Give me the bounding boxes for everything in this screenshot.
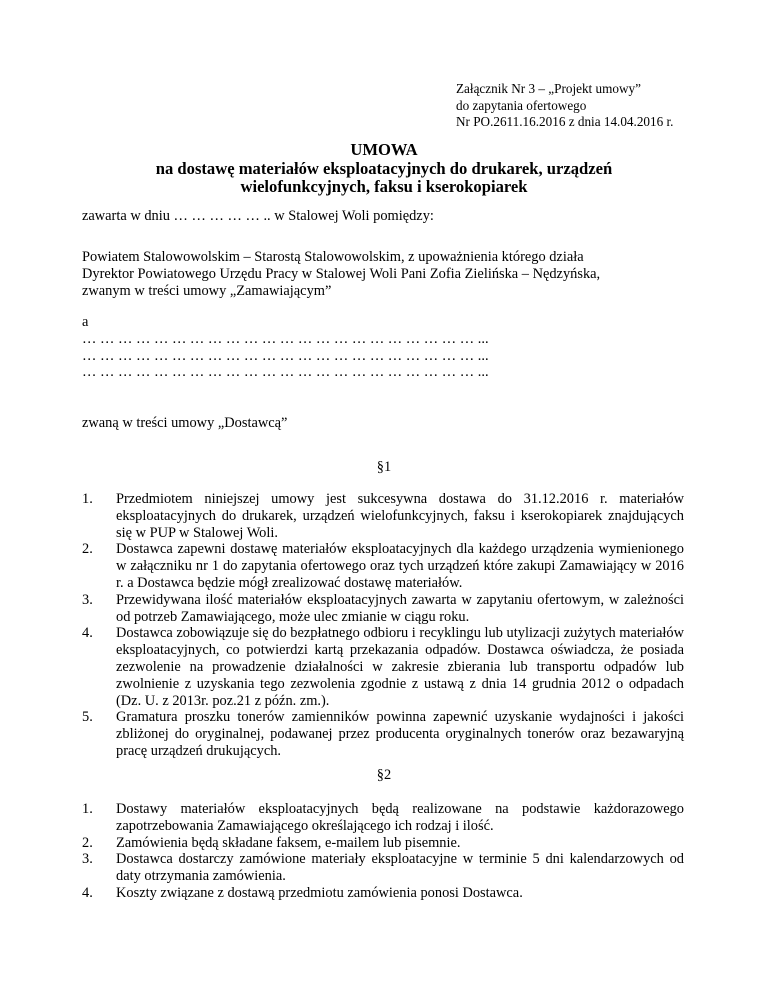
party1-line-3: zwanym w treści umowy „Zamawiającym” bbox=[82, 282, 332, 299]
attachment-subtitle: do zapytania ofertowego bbox=[456, 97, 587, 113]
item-number: 4. bbox=[82, 884, 93, 901]
party2-label-paragraph bbox=[82, 415, 684, 432]
list-item bbox=[82, 592, 684, 626]
item-text: Zamówienia będą składane faksem, e-mailem lub pisemnie. bbox=[116, 834, 461, 851]
party1-paragraph bbox=[82, 249, 684, 299]
item-number: 1. bbox=[82, 491, 93, 507]
list-item bbox=[82, 709, 684, 759]
item-text: Dostawy materiałów eksploatacyjnych będą realizowane na podstawie każdorazowego zapotrzebowania Zamawiającego określającego ich rodzaj i ilość. bbox=[116, 801, 684, 834]
list-item bbox=[82, 491, 684, 541]
list-item bbox=[82, 625, 684, 709]
document-title bbox=[0, 141, 768, 197]
party1-line-1: Powiatem Stalowowolskim – Starostą Stalowowolskim, z upoważnienia którego działa bbox=[82, 249, 584, 265]
item-text: Gramatura proszku tonerów zamienników powinna zapewnić uzyskanie wydajności i jakości zbliżonej do oryginalnej, podawanej przez producenta oryginalnych tonerów oraz bezawaryjną pracę urządzeń drukujących. bbox=[116, 709, 684, 759]
item-text: Koszty związane z dostawą przedmiotu zamówienia ponosi Dostawca. bbox=[116, 884, 523, 901]
list-item bbox=[82, 885, 684, 902]
section-1-heading: §1 bbox=[376, 459, 392, 475]
conjunction: a bbox=[82, 314, 89, 330]
party2-placeholder-1: … … … … … … … … … … … … … … … … … … … … … … ... bbox=[82, 330, 489, 347]
item-number: 5. bbox=[82, 709, 93, 726]
item-number: 3. bbox=[82, 591, 93, 608]
list-item bbox=[82, 835, 684, 852]
section-1-list bbox=[82, 491, 684, 760]
party2-placeholder-3: … … … … … … … … … … … … … … … … … … … … … … ... bbox=[82, 364, 489, 381]
item-text: Przedmiotem niniejszej umowy jest sukcesywna dostawa do 31.12.2016 r. materiałów eksploatacyjnych do drukarek, urządzeń wielofunkcyjnych, faksu i kserokopiarek znajdujących się w PUP w Stalowej Woli. bbox=[116, 491, 684, 541]
list-item bbox=[82, 851, 684, 885]
title-line-3: wielofunkcyjnych, faksu i kserokopiarek bbox=[240, 177, 528, 196]
section-2-heading: §2 bbox=[376, 767, 392, 783]
party2-paragraph bbox=[82, 314, 684, 381]
item-text: Dostawca zapewni dostawę materiałów eksploatacyjnych dla każdego urządzenia wymienionego w załączniku nr 1 do zapytania ofertowego oraz tych urządzeń które zakupi Zamawiający w 2016 r. a Dostawca będzie mógł zrealizować dostawę materiałów. bbox=[116, 541, 684, 591]
attachment-reference: Nr PO.2611.16.2016 z dnia 14.04.2016 r. bbox=[456, 114, 674, 130]
party2-placeholder-2: … … … … … … … … … … … … … … … … … … … … … … ... bbox=[82, 347, 489, 364]
item-number: 3. bbox=[82, 851, 93, 868]
item-number: 2. bbox=[82, 541, 93, 558]
intro-paragraph bbox=[82, 208, 684, 225]
section-2-list bbox=[82, 801, 684, 902]
item-text: Dostawca dostarczy zamówione materiały eksploatacyjne w terminie 5 dni kalendarzowych od daty otrzymania zamówienia. bbox=[116, 851, 684, 885]
item-number: 1. bbox=[82, 801, 93, 817]
item-number: 2. bbox=[82, 834, 93, 851]
party2-label: zwaną w treści umowy „Dostawcą” bbox=[82, 415, 288, 431]
item-text: Przewidywana ilość materiałów eksploatacyjnych zawarta w zapytaniu ofertowym, w zależności od potrzeb Zamawiającego, może ulec zmianie w ciągu roku. bbox=[116, 591, 684, 625]
intro-text: zawarta w dniu … … … … … .. w Stalowej Woli pomiędzy: bbox=[82, 208, 434, 224]
title-umowa: UMOWA bbox=[350, 140, 418, 159]
attachment-header bbox=[456, 81, 673, 131]
item-text: Dostawca zobowiązuje się do bezpłatnego odbioru i recyklingu lub utylizacji zużytych materiałów eksploatacyjnych, co potwierdzi kartą przekazania odpadów. Dostawca oświadcza, że posiada zezwolenie na prowadzenie działalności w zakresie zbierania lub transportu odpadów lub zwolnienie z uzyskania tego zezwolenia zgodnie z ustawą z dnia 14 grudnia 2012 o odpadach (Dz. U. z 2013r. poz.21 z późn. zm.). bbox=[116, 625, 684, 709]
title-line-2: na dostawę materiałów eksploatacyjnych do drukarek, urządzeń bbox=[155, 158, 613, 178]
attachment-title: Załącznik Nr 3 – „Projekt umowy” bbox=[456, 81, 641, 96]
item-number: 4. bbox=[82, 625, 93, 642]
list-item bbox=[82, 541, 684, 591]
list-item bbox=[82, 801, 684, 835]
party1-line-2: Dyrektor Powiatowego Urzędu Pracy w Stalowej Woli Pani Zofia Zielińska – Nędzyńska, bbox=[82, 265, 601, 282]
